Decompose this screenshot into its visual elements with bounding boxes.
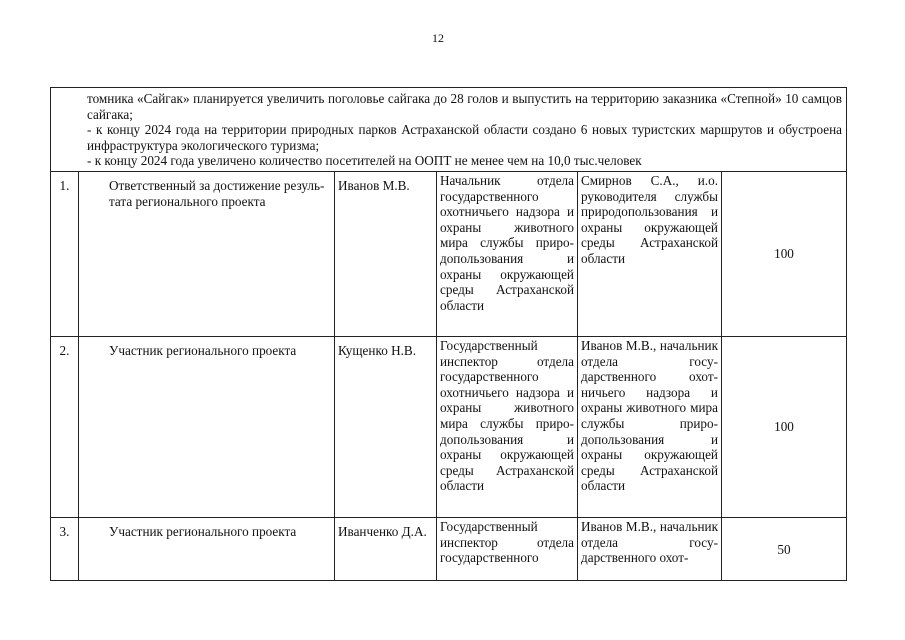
- intro-text-line: - к концу 2024 года на территории природных парков Астраханской области создано 6 новых туристских маршрутов и обустроена инфраструктура экологического туризма;: [87, 122, 843, 153]
- intro-cell: [51, 88, 847, 172]
- role-cell: Участник регионального проекта: [79, 336, 335, 517]
- table-row: [51, 517, 847, 580]
- value-cell: 50: [722, 517, 847, 580]
- intro-text-line: томника «Сайгак» планируется увеличить поголовье сайгака до 28 голов и выпустить на территорию заказника «Степной» 10 самцов сайгака;: [87, 91, 843, 122]
- position-cell: Начальник отдела государственного охотничьего надзора и охраны животного мира службы природопользования и охраны окружающей среды Астраханской области: [437, 171, 578, 336]
- supervisor-cell: Смирнов С.А., и.о. руководителя службы природопользования и охраны окружающей среды Астраханской области: [578, 171, 722, 336]
- project-participants-table: [50, 87, 847, 581]
- intro-row: [51, 88, 847, 172]
- table-row: [51, 336, 847, 517]
- row-number: 2.: [51, 336, 79, 517]
- row-number: 3.: [51, 517, 79, 580]
- supervisor-cell: Иванов М.В., начальник отдела государственного охотничьего надзора и охраны животного мира службы природопользования и охраны окружающей среды Астраханской области: [578, 336, 722, 517]
- supervisor-cell: [578, 517, 722, 580]
- person-cell: Иванов М.В.: [335, 171, 437, 336]
- supervisor-text: Иванов М.В., начальник отдела государственного охот-: [581, 518, 718, 566]
- value-cell: 100: [722, 171, 847, 336]
- row-number: 1.: [51, 171, 79, 336]
- page-number: 12: [432, 31, 444, 45]
- table-row: [51, 171, 847, 336]
- position-cell: [437, 517, 578, 580]
- position-text: Государственный инспектор отдела государственного: [440, 518, 574, 566]
- role-cell: Участник регионального проекта: [79, 517, 335, 580]
- person-cell: Кущенко Н.В.: [335, 336, 437, 517]
- value-cell: 100: [722, 336, 847, 517]
- person-cell: Иванченко Д.А.: [335, 517, 437, 580]
- role-cell: Ответственный за достижение результата регионального проекта: [79, 171, 335, 336]
- intro-text-line: - к концу 2024 года увеличено количество посетителей на ООПТ не менее чем на 10,0 тыс.человек: [87, 153, 642, 169]
- position-cell: Государственный инспектор отдела государственного охотничьего надзора и охраны животного мира службы природопользования и охраны окружающей среды Астраханской области: [437, 336, 578, 517]
